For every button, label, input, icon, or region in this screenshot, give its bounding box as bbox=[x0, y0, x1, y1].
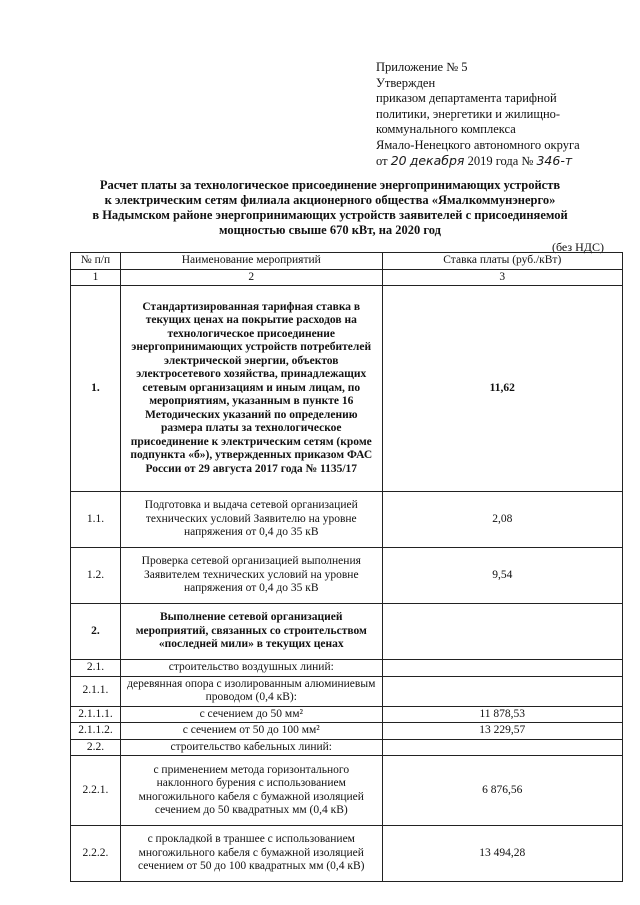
title-line: мощностью свыше 670 кВт, на 2020 год bbox=[218, 223, 441, 237]
approval-order-line: приказом департамента тарифной bbox=[376, 91, 557, 105]
col-number: 2 bbox=[120, 269, 382, 286]
row-num: 2.2. bbox=[71, 739, 121, 756]
row-rate: 2,08 bbox=[382, 492, 622, 548]
title-line: в Надымском районе энергопринимающих устройств заявителей с присоединяемой bbox=[92, 208, 568, 222]
table-row bbox=[71, 492, 623, 548]
row-rate: 13 229,57 bbox=[382, 723, 622, 740]
table-header-row bbox=[71, 253, 623, 270]
approval-order-line: коммунального комплекса bbox=[376, 122, 516, 136]
col-number: 3 bbox=[382, 269, 622, 286]
appendix-number: Приложение № 5 bbox=[376, 60, 468, 74]
approval-block bbox=[376, 60, 626, 170]
row-num: 2.1.1.2. bbox=[71, 723, 121, 740]
table-row bbox=[71, 756, 623, 826]
table-row bbox=[71, 723, 623, 740]
row-name: Подготовка и выдача сетевой организацией технических условий Заявителю на уровне напряжения от 0,4 до 35 кВ bbox=[120, 492, 382, 548]
date-month: декабря bbox=[409, 153, 465, 168]
order-number: 346-т bbox=[536, 153, 573, 168]
date-year: 2019 года № bbox=[467, 154, 534, 168]
row-name: строительство кабельных линий: bbox=[120, 739, 382, 756]
header-rate: Ставка платы (руб./кВт) bbox=[382, 253, 622, 270]
approval-order-line: Ямало-Ненецкого автономного округа bbox=[376, 137, 580, 152]
row-name: с прокладкой в траншее с использованием многожильного кабеля с бумажной изоляцией сечением от 50 до 100 квадратных мм (0,4 кВ) bbox=[120, 826, 382, 882]
row-name: с применением метода горизонтального наклонного бурения с использованием многожильного кабеля с бумажной изоляцией сечением до 50 квадратных мм (0,4 кВ) bbox=[120, 756, 382, 826]
row-rate: 9,54 bbox=[382, 548, 622, 604]
column-number-row bbox=[71, 269, 623, 286]
table-row bbox=[71, 548, 623, 604]
row-rate: 11 878,53 bbox=[382, 706, 622, 723]
rates-table bbox=[70, 252, 623, 882]
table-row bbox=[71, 676, 623, 706]
row-num: 2.1. bbox=[71, 660, 121, 677]
row-rate bbox=[382, 660, 622, 677]
row-num: 1.1. bbox=[71, 492, 121, 548]
row-num: 2.1.1. bbox=[71, 676, 121, 706]
table-row bbox=[71, 660, 623, 677]
vat-note: (без НДС) bbox=[551, 240, 604, 254]
row-rate bbox=[382, 604, 622, 660]
header-num: № п/п bbox=[71, 253, 121, 270]
row-num: 2. bbox=[71, 604, 121, 660]
row-rate: 13 494,28 bbox=[382, 826, 622, 882]
row-rate bbox=[382, 739, 622, 756]
approval-order-line: политики, энергетики и жилищно- bbox=[376, 106, 561, 121]
table-row bbox=[71, 286, 623, 492]
title-line: к электрическим сетям филиала акционерного общества «Ямалкоммунэнерго» bbox=[104, 193, 556, 207]
row-rate: 6 876,56 bbox=[382, 756, 622, 826]
col-number: 1 bbox=[71, 269, 121, 286]
row-num: 2.2.2. bbox=[71, 826, 121, 882]
approved-label: Утвержден bbox=[376, 75, 436, 90]
approval-date-line bbox=[376, 153, 626, 170]
row-num: 2.1.1.1. bbox=[71, 706, 121, 723]
row-name: с сечением до 50 мм² bbox=[120, 706, 382, 723]
row-rate: 11,62 bbox=[382, 286, 622, 492]
row-name: Стандартизированная тарифная ставка в текущих ценах на покрытие расходов на технологическое присоединение энергопринимающих устройств потребителей электрической энергии, объектов электросетевого хозяйства, принадлежащих сетевым организациям и иным лицам, по мероприятиям, указанным в пункте 16 Методических указаний по определению размера платы за технологическое присоединение к электрическим сетям (кроме подпункта «б»), утвержденных приказом ФАС России от 29 августа 2017 года № 1135/17 bbox=[120, 286, 382, 492]
table-row bbox=[71, 826, 623, 882]
row-name: строительство воздушных линий: bbox=[120, 660, 382, 677]
row-name: деревянная опора с изолированным алюминиевым проводом (0,4 кВ): bbox=[120, 676, 382, 706]
table-row bbox=[71, 739, 623, 756]
table-row bbox=[71, 706, 623, 723]
document-title bbox=[60, 178, 600, 238]
row-name: с сечением от 50 до 100 мм² bbox=[120, 723, 382, 740]
row-rate bbox=[382, 676, 622, 706]
row-num: 1.2. bbox=[71, 548, 121, 604]
date-day: 20 bbox=[390, 153, 407, 168]
header-name: Наименование мероприятий bbox=[120, 253, 382, 270]
date-prefix: от bbox=[376, 154, 388, 168]
row-num: 2.2.1. bbox=[71, 756, 121, 826]
title-line: Расчет платы за технологическое присоединение энергопринимающих устройств bbox=[99, 178, 561, 192]
row-name: Выполнение сетевой организацией мероприятий, связанных со строительством «последней мили» в текущих ценах bbox=[120, 604, 382, 660]
row-num: 1. bbox=[71, 286, 121, 492]
table-row bbox=[71, 604, 623, 660]
row-name: Проверка сетевой организацией выполнения Заявителем технических условий на уровне напряжения от 0,4 до 35 кВ bbox=[120, 548, 382, 604]
